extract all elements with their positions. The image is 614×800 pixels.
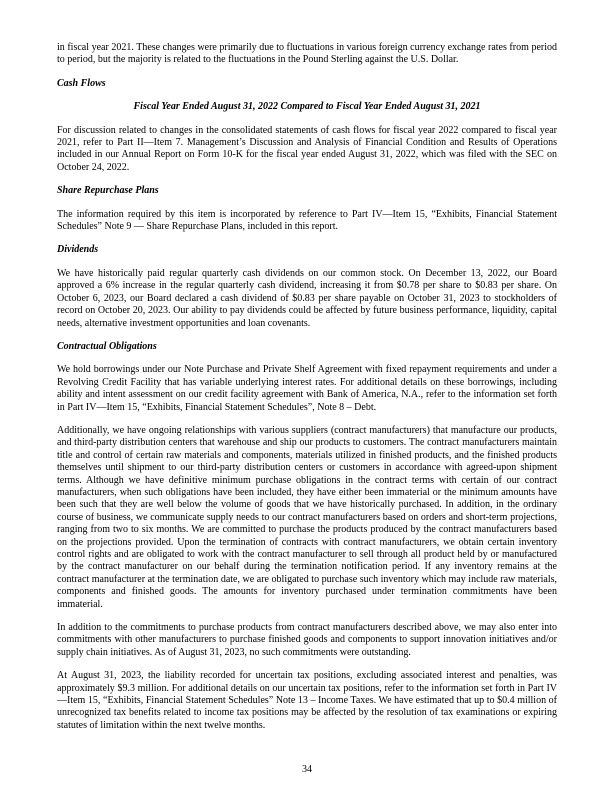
page-number: 34 <box>302 763 312 775</box>
paragraph-uncertain-tax-positions: At August 31, 2023, the liability recorded for uncertain tax positions, excluding associated interest and penalties, was approximately $9.3 million. For additional details on our uncertain tax positions, refer to the information set forth in Part IV—Item 15, “Exhibits, Financial Statement Schedules” Note 13 – Income Taxes. We have estimated that up to $0.4 million of unrecognized tax benefits related to income tax positions may be affected by the resolution of tax examinations or expiring statutes of limitation within the next twelve months. <box>57 670 557 731</box>
heading-fiscal-year-comparison: Fiscal Year Ended August 31, 2022 Compared to Fiscal Year Ended August 31, 2021 <box>133 101 481 113</box>
heading-contractual-obligations: Contractual Obligations <box>57 340 157 352</box>
heading-cash-flows: Cash Flows <box>57 77 106 89</box>
paragraph-fx-changes: in fiscal year 2021. These changes were primarily due to fluctuations in various foreign currency exchange rates from period to period, but the majority is related to the fluctuations in the Pound Sterling against the U.S. Dollar. <box>57 42 557 66</box>
paragraph-contract-manufacturers: Additionally, we have ongoing relationships with various suppliers (contract manufacturers) that manufacture our products, and third-party distribution centers that warehouse and ship our products to customers. The contract manufacturers maintain title and control of certain raw materials and components, materials utilized in finished products, and the finished products themselves until shipment to our third-party distribution centers or customers in accordance with agreed-upon shipment terms. Although we have definitive minimum purchase obligations in the contract terms with certain of our contract manufacturers, when such obligations have been included, they have either been immaterial or the minimum amounts have been such that they are well below the volume of goods that we have historically purchased. In addition, in the ordinary course of business, we communicate supply needs to our contract manufacturers based on orders and short-term projections, ranging from two to six months. We are committed to purchase the products produced by the contract manufacturers based on the projections provided. Upon the termination of contracts with contract manufacturers, we obtain certain inventory control rights and are obligated to work with the contract manufacturer to sell through all product held by or manufactured by the contract manufacturer on our behalf during the termination notification period. If any inventory remains at the contract manufacturer at the termination date, we are obligated to purchase such inventory which may include raw materials, components and finished goods. The amounts for inventory purchased under termination commitments have been immaterial. <box>57 424 557 610</box>
heading-dividends: Dividends <box>57 244 99 256</box>
paragraph-dividends: We have historically paid regular quarterly cash dividends on our common stock. On December 13, 2022, our Board approved a 6% increase in the regular quarterly cash dividend, increasing it from $0.78 per share to $0.83 per share. On October 6, 2023, our Board declared a cash dividend of $0.83 per share payable on October 31, 2023 to stockholders of record on October 20, 2023. Our ability to pay dividends could be affected by future business performance, liquidity, capital needs, alternative investment opportunities and loan covenants. <box>57 267 557 329</box>
paragraph-additional-commitments: In addition to the commitments to purchase products from contract manufacturers described above, we may also enter into commitments with other manufacturers to purchase finished goods and components to support innovation initiatives and/or supply chain initiatives. As of August 31, 2023, no such commitments were outstanding. <box>57 622 557 658</box>
paragraph-cash-flows-discussion: For discussion related to changes in the consolidated statements of cash flows for fiscal year 2022 compared to fiscal year 2021, refer to Part II—Item 7. Management’s Discussion and Analysis of Financial Condition and Results of Operations included in our Annual Report on Form 10-K for the fiscal year ended August 31, 2022, which was filed with the SEC on October 24, 2022. <box>57 124 557 173</box>
paragraph-borrowings: We hold borrowings under our Note Purchase and Private Shelf Agreement with fixed repayment requirements and under a Revolving Credit Facility that has variable underlying interest rates. For additional details on these borrowings, including ability and intent assessment on our credit facility agreement with Bank of America, N.A., refer to the information set forth in Part IV—Item 15, “Exhibits, Financial Statement Schedules”, Note 8 – Debt. <box>57 364 557 413</box>
heading-share-repurchase-plans: Share Repurchase Plans <box>57 185 159 197</box>
paragraph-share-repurchase: The information required by this item is incorporated by reference to Part IV—Item 15, “Exhibits, Financial Statement Schedules” Note 9 — Share Repurchase Plans, included in this report. <box>57 208 557 233</box>
